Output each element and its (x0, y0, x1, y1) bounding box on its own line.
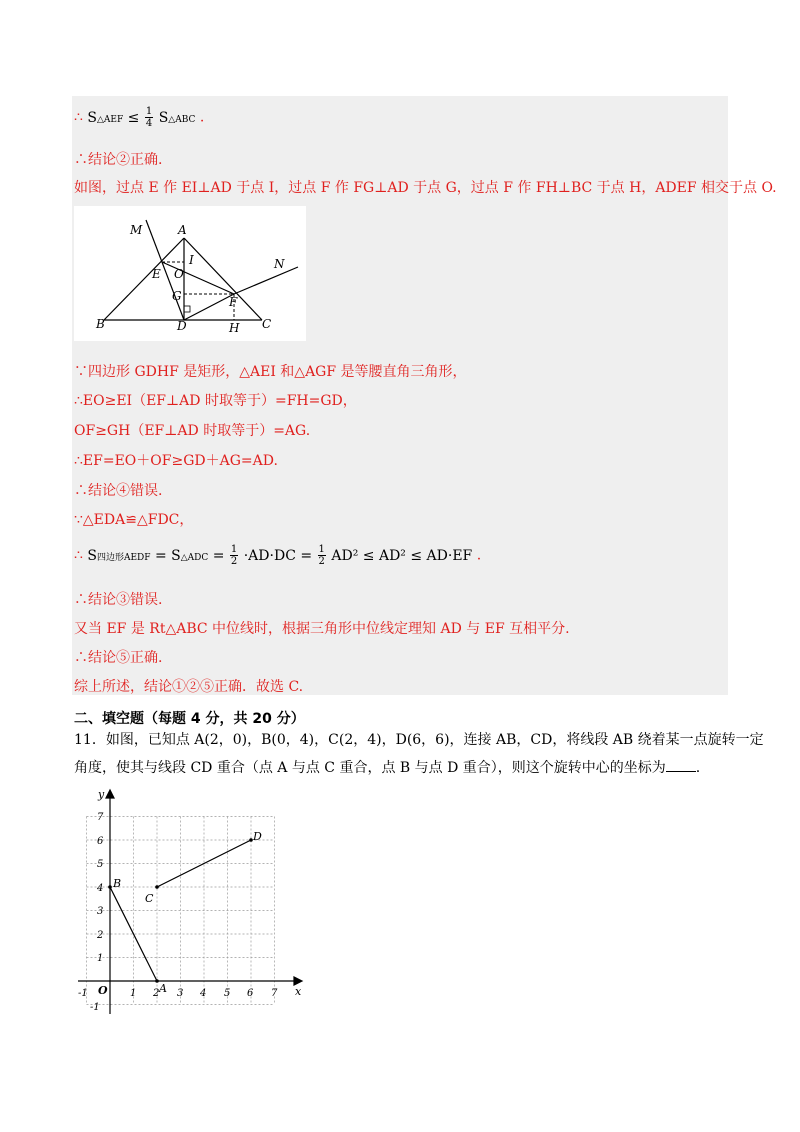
fraction (145, 106, 153, 129)
point-d (249, 838, 253, 842)
operator: = (212, 547, 225, 564)
question-text: 11．如图，已知点 A(2，0)，B(0，4)，C(2，4)，D(6，6)，连接 AB，CD，将线段 AB 绕着某一点旋转一定 (74, 732, 764, 748)
y-tick-label: 7 (97, 812, 104, 823)
solution-line: ∴结论③错误. (74, 592, 163, 608)
label-a: A (159, 982, 167, 995)
denominator: 2 (318, 556, 325, 567)
x-tick-label: 6 (247, 988, 254, 999)
segment-df (184, 294, 234, 320)
label-n: N (274, 257, 285, 271)
numerator: 1 (145, 106, 153, 117)
label-b: B (113, 877, 122, 890)
x-tick-label: -1 (78, 988, 88, 999)
x-tick-label: 7 (271, 988, 278, 999)
label-f: F (229, 295, 238, 309)
therefore-symbol: ∴ (74, 547, 83, 564)
denominator: 2 (230, 556, 238, 567)
triangle-diagram (74, 206, 306, 341)
answer-blank[interactable] (666, 759, 696, 772)
label-d: D (177, 319, 187, 333)
solution-line-area-equation (74, 544, 481, 567)
denominator: 4 (145, 118, 153, 129)
solution-line: ∴EO≥EI（EF⊥AD 时取等于）=FH=GD， (74, 393, 357, 409)
y-tick-label: -1 (90, 1002, 100, 1013)
solution-line: ∴结论④错误. (74, 483, 163, 499)
y-tick-label: 4 (97, 883, 104, 894)
x-axis-label: x (295, 985, 302, 998)
therefore-symbol: ∴ (74, 109, 83, 126)
subscript: △ADC (180, 552, 209, 563)
solution-line: ∵四边形 GDHF 是矩形，△AEI 和△AGF 是等腰直角三角形， (74, 364, 467, 380)
period: . (695, 760, 701, 776)
s-symbol: S (158, 109, 169, 126)
question-text: 角度，使其与线段 CD 重合（点 A 与点 C 重合，点 B 与点 D 重合），则这个旋转中心的坐标为 (74, 760, 666, 776)
question-text-line2 (74, 759, 700, 777)
x-tick-label: 1 (130, 988, 137, 999)
operator: ≤ (127, 109, 140, 126)
subscript: △ABC (168, 114, 196, 125)
expression: AD² ≤ AD² ≤ AD·EF (331, 547, 473, 564)
y-tick-label: 3 (97, 906, 104, 917)
coordinate-figure (72, 784, 314, 1020)
label-d: D (253, 830, 262, 843)
fraction (318, 544, 326, 567)
solution-line: ∴结论②正确. (74, 152, 163, 168)
numerator: 1 (318, 544, 325, 555)
label-i: I (189, 253, 194, 267)
point-c (155, 885, 159, 889)
solution-line: 如图，过点 E 作 EI⊥AD 于点 I，过点 F 作 FG⊥AD 于点 G，过点 F 作 FH⊥BC 于点 H，ADEF 相交于点 O. (74, 180, 777, 196)
y-axis-label: y (98, 788, 105, 801)
origin-label: O (98, 984, 108, 997)
label-e: E (152, 267, 161, 281)
label-b: B (96, 317, 105, 331)
solution-line: OF≥GH（EF⊥AD 时取等于）=AG. (74, 423, 311, 439)
y-tick-label: 1 (97, 953, 104, 964)
subscript: 四边形AEDF (96, 552, 151, 563)
s-symbol: S (171, 547, 181, 564)
segment-ac (184, 238, 262, 320)
solution-line: ∴结论⑤正确. (74, 650, 163, 666)
numerator: 1 (230, 544, 238, 555)
subscript: △AEF (96, 114, 124, 125)
x-tick-label: 2 (153, 988, 160, 999)
label-a: A (178, 223, 187, 237)
area-expression (87, 106, 199, 129)
label-m: M (130, 223, 143, 237)
point-b (108, 885, 112, 889)
expression: ·AD·DC = (243, 547, 313, 564)
line-f-n (234, 267, 298, 294)
label-c: C (145, 892, 154, 905)
solution-line-area-inequality (74, 106, 204, 129)
y-tick-label: 2 (97, 930, 104, 941)
area-equation (87, 544, 476, 567)
label-o: O (174, 267, 184, 281)
triangle-figure (74, 206, 306, 341)
label-g: G (172, 289, 182, 303)
section-title: 二、填空题（每题 4 分，共 20 分） (74, 711, 305, 727)
label-h: H (229, 321, 240, 335)
s-symbol: S (87, 547, 97, 564)
period: . (476, 547, 482, 564)
coordinate-diagram (72, 784, 314, 1020)
period: . (199, 109, 205, 126)
x-tick-label: 5 (224, 988, 231, 999)
solution-line: ∴EF=EO＋OF≥GD＋AG=AD. (74, 453, 278, 469)
y-tick-label: 5 (97, 859, 104, 870)
right-angle-mark (184, 306, 190, 312)
solution-line: 综上所述，结论①②⑤正确．故选 C. (74, 679, 304, 695)
solution-line: 又当 EF 是 Rt△ABC 中位线时，根据三角形中位线定理知 AD 与 EF 互相平分. (74, 621, 570, 637)
x-axis-arrow (294, 977, 302, 985)
solution-line: ∵△EDA≌△FDC， (74, 512, 194, 528)
x-tick-label: 3 (177, 988, 184, 999)
s-symbol: S (87, 109, 97, 126)
x-tick-label: 4 (200, 988, 207, 999)
point-a (155, 979, 159, 983)
fraction (230, 544, 238, 567)
y-axis-arrow (106, 790, 114, 798)
segment-ab (104, 238, 184, 320)
operator: = (154, 547, 167, 564)
label-c: C (262, 317, 272, 331)
y-tick-label: 6 (97, 836, 104, 847)
